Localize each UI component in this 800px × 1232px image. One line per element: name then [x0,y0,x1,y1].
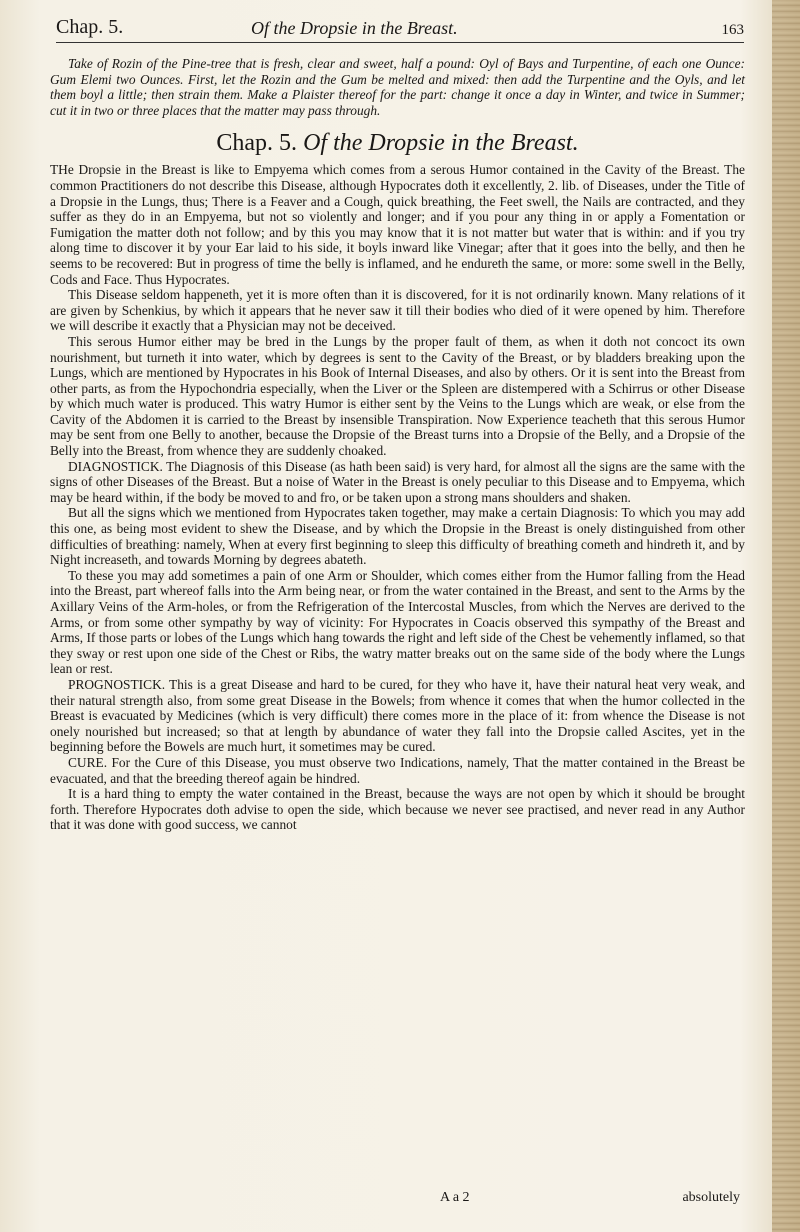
page-body [50,56,745,833]
page-number: 163 [721,22,744,38]
paragraph-cure: CURE. For the Cure of this Disease, you must observe two Indications, namely, That the matter contained in the Breast be evacuated, and that the breeding thereof again be hindred. [50,754,745,786]
running-header [56,16,744,43]
paragraph-prognostick: PROGNOSTICK. This is a great Disease and hard to be cured, for they who have it, have their natural heat very weak, and their natural strength also, from some great Disease in the Bowels; from whence it comes that when the humor collected in the Breast is evacuated by Medicines (which is very difficult) there comes more in the place of it: from whence the Disease is not onely nourished but increased; so that at length by abundance of water they fall into the Dropsie called Ascites, yet in the beginning before the Bowels are much hurt, it sometimes may be cured. [50,676,745,755]
chapter-heading [50,128,745,158]
intro-paragraph: Take of Rozin of the Pine-tree that is fresh, clear and sweet, half a pound: Oyl of Bays and Turpentine, of each one Ounce: Gum Elemi two Ounces. First, let the Rozin and the Gum be melted and mixed: then add the Turpentine and the Oyls, and let them boyl a little; then strain them. Make a Plaister thereof for the part: change it once a day in Winter, and twice in Summer; cut it in two or three places that the matter may pass through. [50,56,745,118]
chapter-heading-label: Chap. 5. [216,130,298,157]
paragraph-1: THe Dropsie in the Breast is like to Empyema which comes from a serous Humor contained in the Cavity of the Breast. The common Practitioners do not describe this Disease, although Hypocrates doth it excellently, 2. lib. of Diseases, under the Title of a Dropsie in the Lungs, thus; There is a Feaver and a Cough, quick breathing, the Feet swell, the Nails are contracted, and they suffer as they do in an Empyema, but not so violently and longer; and if you pour any thing in or apply a Fomentation or Fumigation the matter doth not follow; and by this you may know that it is not matter but water that is within: and if you try along time to discover it by your Ear laid to his side, it boyls inward like Vinegar; after that it goes into the belly, and then he seems to be recovered: But in progress of time the belly is inflamed, and he endureth the same, or more: some swell in the Belly, Cods and Face. Thus Hypocrates. [50,162,745,287]
paragraph-2: This Disease seldom happeneth, yet it is more often than it is discovered, for it is not ordinarily known. Many relations of it are given by Schenkius, by which it appears that he never saw it till their bodies who died of it were opened by him. Therefore we will describe it exactly that a Physician may not be deceived. [50,287,745,334]
paragraph-5: But all the signs which we mentioned from Hypocrates taken together, may make a certain Diagnosis: To which you may add this one, as being most evident to shew the Disease, and by which the Dropsie in the Breast is onely distinguished from other difficulties of breathing: namely, When at every first beginning to sleep this difficulty of breathing cometh and hindreth it, and by Night increaseth, and towards Morning by degrees abateth. [50,505,745,568]
paragraph-diagnostick: DIAGNOSTICK. The Diagnosis of this Disease (as hath been said) is very hard, for almost all the signs are the same with the signs of other Diseases of the Breast. But a noise of Water in the Breast is onely peculiar to this Disease and to Empyema, which may be heard within, if the body be moved to and fro, or be taken upon a strong mans shoulders and shaken. [50,458,745,505]
signature-mark: A a 2 [440,1190,470,1205]
header-chapter: Chap. 5. [56,16,124,38]
chapter-heading-title: Of the Dropsie in the Breast. [303,130,579,157]
page-footer [440,1190,740,1210]
header-running-title: Of the Dropsie in the Breast. [251,18,458,38]
paragraph-3: This serous Humor either may be bred in the Lungs by the proper fault of them, as when it doth not concoct its own nourishment, but turneth it into water, which by degrees is sent to the Cavity of the Breast, or by bladders breaking upon the Lungs, which are mentioned by Hypocrates in his Book of Internal Diseases, and also by others. Or it is sent into the Breast from other parts, as from the Hypochondria especially, when the Liver or the Spleen are distempered with a Schirrus or other Disease by which much water is produced. This watry Humor is either sent by the Veins to the Lungs which are weak, or else from the Cavity of the Abdomen it is carried to the Breast by insensible Transpiration. Now Experience teacheth that this serous Humor may be sent from one Belly to another, because the Dropsie of the Breast turns into a Dropsie of the Belly, and a Dropsie of the Belly into the Breast, from whence they are suddenly choaked. [50,333,745,459]
book-spine [772,0,800,1232]
catchword: absolutely [682,1190,740,1205]
paragraph-6: To these you may add sometimes a pain of one Arm or Shoulder, which comes either from the Humor falling from the Head into the Breast, part whereof falls into the Arm being near, or from the water contained in the Breast, and sent to the Arms by the Axillary Veins of the Arm-holes, or from the Refrigeration of the Intercostal Muscles, from which the Nerves are derived to the Arms, or from some other sympathy by way of vicinity: For Hypocrates in Coacis observed this sympathy of the Breast and Arms, If those parts or lobes of the Lungs which hang towards the right and left side of the Chest be vehemently inflamed, so that they sway or rest upon one side of the Chest or Ribs, the watry matter breaks out on the same side of the body where the Lungs lean or rest. [50,567,745,677]
paragraph-9: It is a hard thing to empty the water contained in the Breast, because the ways are not open by which it should be brought forth. Therefore Hypocrates doth advise to open the side, which because we never see practised, and never read in any Author that it was done with good success, we cannot [50,786,745,833]
